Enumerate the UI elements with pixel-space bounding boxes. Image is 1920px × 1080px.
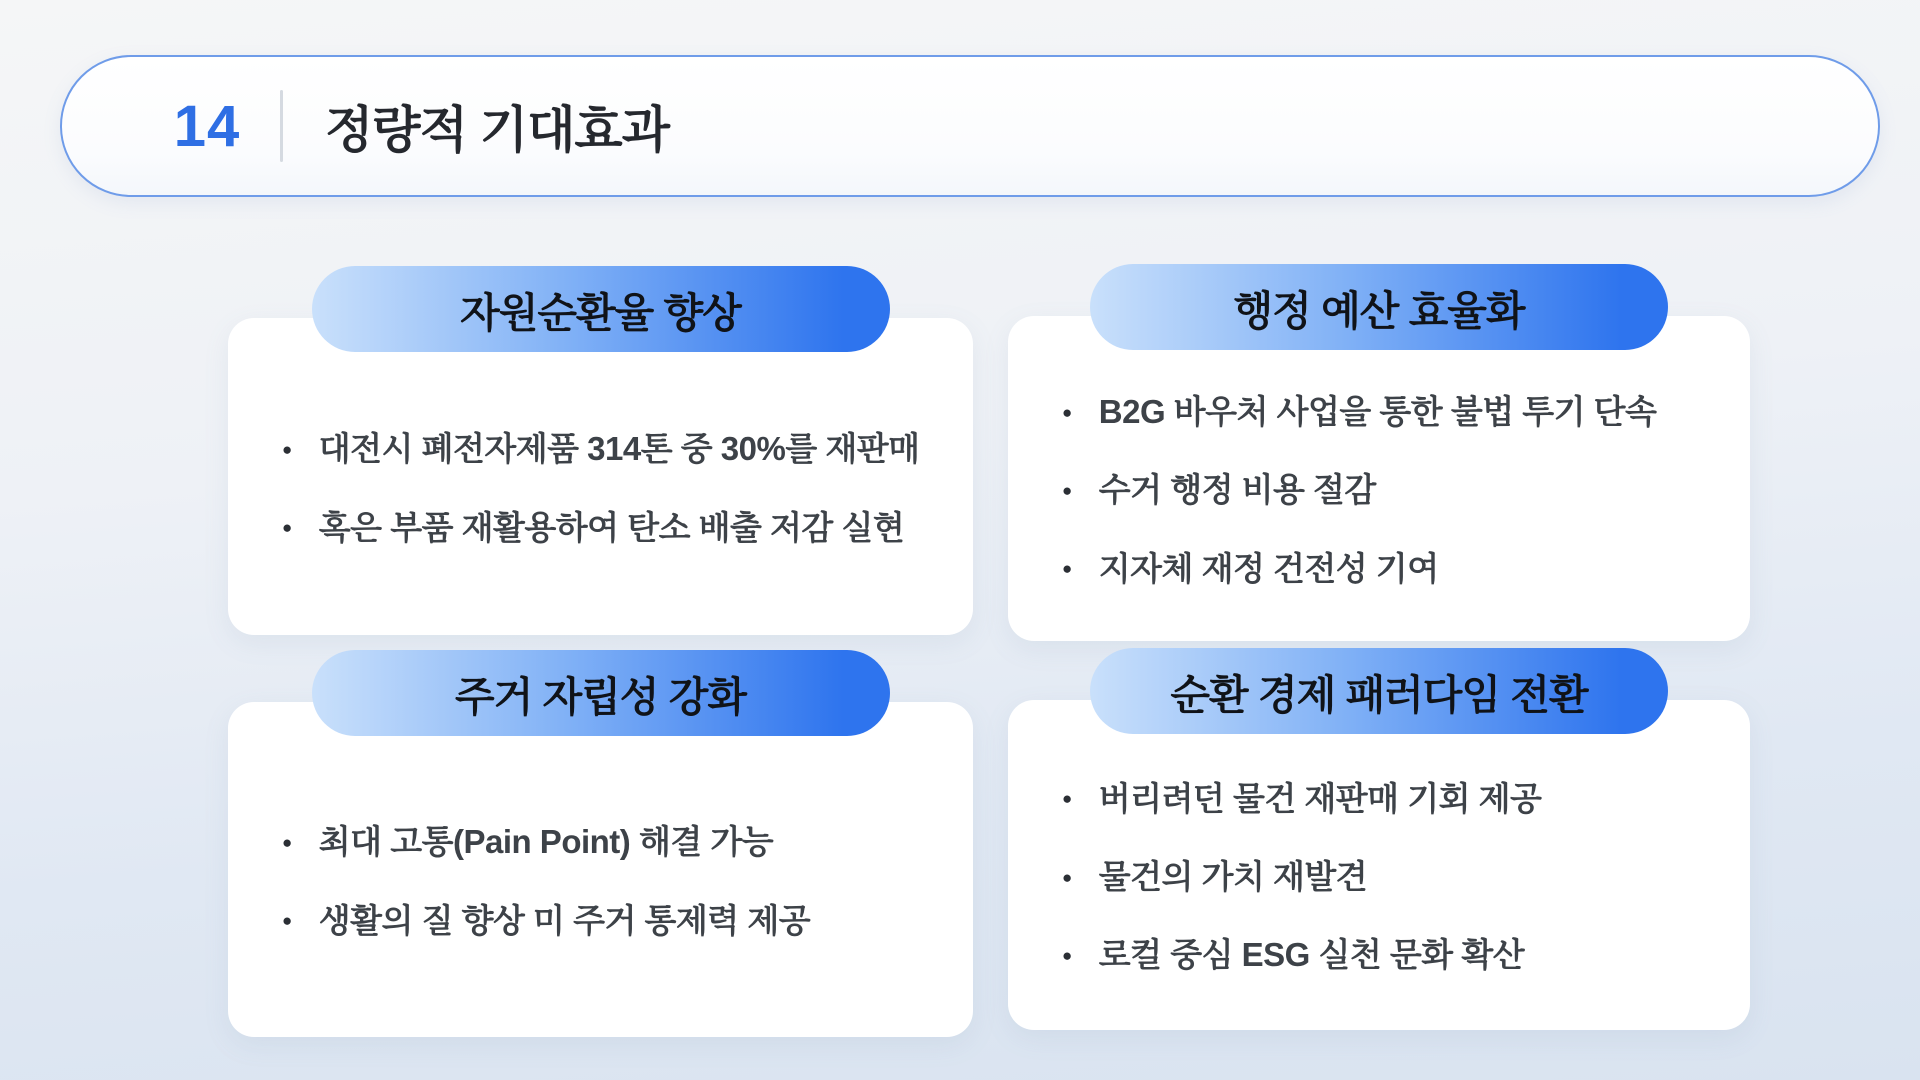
bullet-text: 물건의 가치 재발견 bbox=[1098, 857, 1368, 895]
page-title: 정량적 기대효과 bbox=[325, 102, 669, 158]
bullet-dot-icon: ● bbox=[1062, 867, 1072, 887]
card-title-pill: 순환 경제 패러다임 전환 bbox=[1090, 648, 1668, 734]
bullet-list bbox=[228, 702, 973, 1037]
bullet-dot-icon: ● bbox=[282, 833, 292, 852]
bullet-dot-icon: ● bbox=[1062, 945, 1072, 965]
bullet-list bbox=[228, 318, 973, 635]
bullet-text: 지자체 재정 건전성 기여 bbox=[1098, 549, 1439, 587]
bullet-text: 혹은 부품 재활용하여 탄소 배출 저감 실현 bbox=[318, 508, 905, 546]
bullet-text: 수거 행정 비용 절감 bbox=[1098, 471, 1376, 509]
card-circular-economy bbox=[1008, 671, 1750, 1030]
bullet-item bbox=[1062, 394, 1710, 430]
bullet-item bbox=[1062, 781, 1710, 817]
bullet-text: 로컬 중심 ESG 실천 문화 확산 bbox=[1098, 936, 1525, 974]
slide-header bbox=[60, 55, 1880, 197]
card-resource-circulation bbox=[228, 289, 973, 635]
bullet-text: B2G 바우처 사업을 통한 불법 투기 단속 bbox=[1098, 393, 1657, 431]
bullet-dot-icon: ● bbox=[282, 440, 292, 459]
bullet-dot-icon: ● bbox=[282, 911, 292, 931]
bullet-text: 대전시 폐전자제품 314톤 중 30%를 재판매 bbox=[318, 430, 920, 468]
card-housing-independence bbox=[228, 673, 973, 1037]
card-admin-budget bbox=[1008, 287, 1750, 641]
card-title-pill: 주거 자립성 강화 bbox=[312, 650, 890, 736]
bullet-item bbox=[282, 824, 933, 860]
bullet-dot-icon: ● bbox=[1062, 402, 1072, 422]
bullet-text: 버리려던 물건 재판매 기회 제공 bbox=[1098, 779, 1542, 817]
bullet-item bbox=[1062, 551, 1710, 587]
card-title-pill: 자원순환율 향상 bbox=[312, 266, 890, 352]
bullet-dot-icon: ● bbox=[282, 518, 292, 538]
bullet-list bbox=[1008, 316, 1750, 641]
bullet-item bbox=[282, 431, 933, 467]
header-divider bbox=[280, 90, 283, 162]
bullet-item bbox=[1062, 937, 1710, 973]
bullet-dot-icon: ● bbox=[1062, 481, 1072, 501]
bullet-item bbox=[282, 903, 933, 939]
bullet-dot-icon: ● bbox=[1062, 789, 1072, 809]
page-number: 14 bbox=[173, 93, 241, 159]
bullet-item bbox=[1062, 472, 1710, 508]
bullet-dot-icon: ● bbox=[1062, 559, 1072, 579]
bullet-text: 최대 고통(Pain Point) 해결 가능 bbox=[318, 823, 774, 861]
bullet-item bbox=[282, 510, 933, 546]
bullet-text: 생활의 질 향상 미 주거 통제력 제공 bbox=[318, 901, 811, 939]
bullet-list bbox=[1008, 700, 1750, 1030]
bullet-item bbox=[1062, 859, 1710, 895]
card-title-pill: 행정 예산 효율화 bbox=[1090, 264, 1668, 350]
